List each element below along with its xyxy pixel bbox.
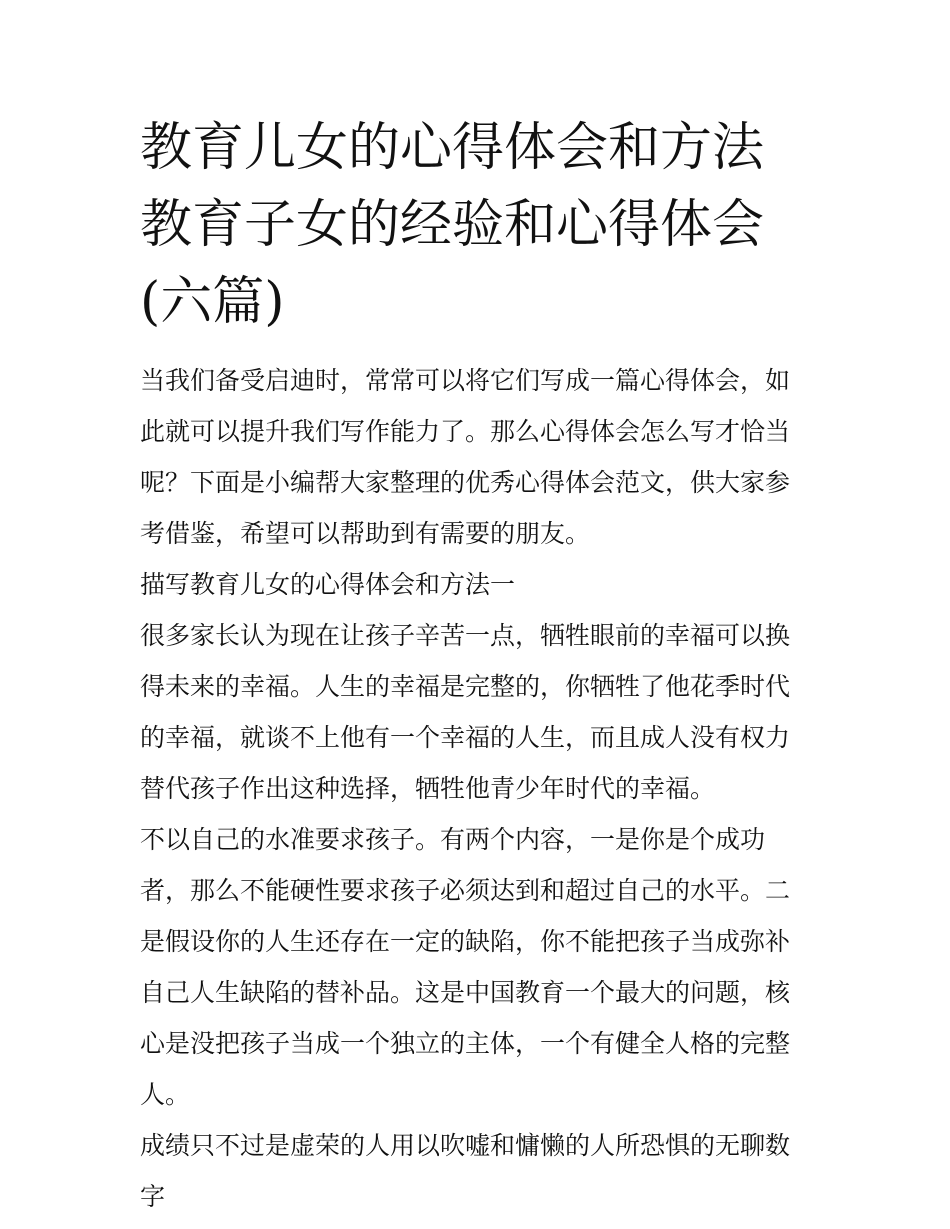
body-paragraph: 不以自己的水准要求孩子。有两个内容，一是你是个成功者，那么不能硬性要求孩子必须达到和超过自己的水平。二是假设你的人生还存在一定的缺陷，你不能把孩子当成弥补自己人生缺陷的替补品。这是中国教育一个最大的问题，核心是没把孩子当成一个独立的主体，一个有健全人格的完整人。 (140, 825, 791, 1109)
section-heading: 描写教育儿女的心得体会和方法一 (140, 570, 516, 599)
body-paragraph: 很多家长认为现在让孩子辛苦一点，牺牲眼前的幸福可以换得未来的幸福。人生的幸福是完整的，你牺牲了他花季时代的幸福，就谈不上他有一个幸福的人生，而且成人没有权力替代孩子作出这种选择，牺牲他青少年时代的幸福。 (140, 621, 791, 803)
document-page (140, 110, 812, 1222)
document-title: 教育儿女的心得体会和方法 教育子女的经验和心得体会(六篇) (140, 118, 765, 332)
intro-paragraph: 当我们备受启迪时，常常可以将它们写成一篇心得体会，如此就可以提升我们写作能力了。那么心得体会怎么写才恰当呢？下面是小编帮大家整理的优秀心得体会范文，供大家参考借鉴，希望可以帮助到有需要的朋友。 (140, 366, 791, 548)
body-paragraph: 成绩只不过是虚荣的人用以吹嘘和慵懒的人所恐惧的无聊数字 (140, 1131, 791, 1211)
